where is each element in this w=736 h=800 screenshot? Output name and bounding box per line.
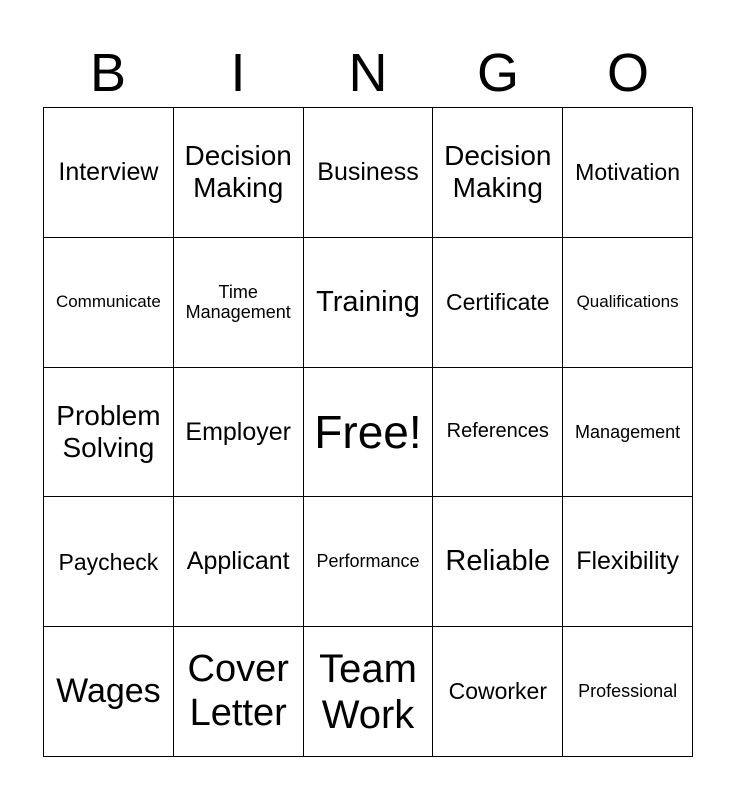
cell-text: Decision Making [444,140,552,204]
cell-text: Professional [578,681,678,702]
bingo-cell[interactable] [174,108,304,238]
bingo-cell[interactable] [563,497,693,627]
bingo-cell[interactable] [44,238,174,368]
cell-text: References [446,420,549,443]
cell-text: Qualifications [576,292,679,312]
cell-text: Team Work [319,646,417,737]
cell-text: Wages [56,672,161,711]
bingo-cell[interactable] [304,108,434,238]
cell-text: Reliable [445,545,551,578]
bingo-cell[interactable] [304,627,434,757]
cell-text: Time Management [185,281,291,323]
bingo-cell[interactable] [174,238,304,368]
bingo-cell[interactable] [433,108,563,238]
bingo-cell[interactable] [174,368,304,498]
header-letter-g: G [476,43,519,103]
bingo-cell[interactable] [563,627,693,757]
bingo-cell[interactable] [563,368,693,498]
bingo-cell[interactable] [44,497,174,627]
bingo-board [43,107,693,757]
bingo-header [43,40,693,106]
cell-text: Performance [316,551,420,572]
cell-text: Communicate [55,292,161,312]
cell-text: Management [575,421,681,442]
bingo-cell[interactable] [563,108,693,238]
bingo-cell[interactable] [563,238,693,368]
cell-text: Coworker [448,678,547,705]
bingo-cell free-space[interactable] [304,368,434,498]
bingo-cell[interactable] [433,497,563,627]
bingo-cell[interactable] [44,627,174,757]
bingo-cell[interactable] [304,497,434,627]
cell-text: Employer [185,417,291,446]
header-letter-i: I [230,43,246,103]
cell-text: Motivation [575,159,680,186]
bingo-cell[interactable] [44,368,174,498]
cell-text: Flexibility [576,547,679,576]
cell-text: Interview [58,158,159,187]
bingo-cell[interactable] [433,238,563,368]
bingo-cell[interactable] [433,627,563,757]
cell-text: Certificate [446,288,550,315]
cell-text: Cover Letter [187,647,289,734]
bingo-cell[interactable] [174,497,304,627]
cell-text: Decision Making [184,140,292,204]
bingo-cell[interactable] [433,368,563,498]
cell-text: Paycheck [58,548,159,575]
cell-text: Business [317,158,419,187]
cell-text: Training [316,285,420,318]
bingo-cell[interactable] [174,627,304,757]
cell-text: Problem Solving [56,399,161,463]
bingo-cell[interactable] [304,238,434,368]
header-letter-b: B [89,43,127,103]
bingo-cell[interactable] [44,108,174,238]
header-letter-o: O [606,43,649,103]
cell-text: Applicant [186,547,290,576]
header-letter-n: N [348,43,388,103]
free-space-text: Free! [314,405,422,458]
